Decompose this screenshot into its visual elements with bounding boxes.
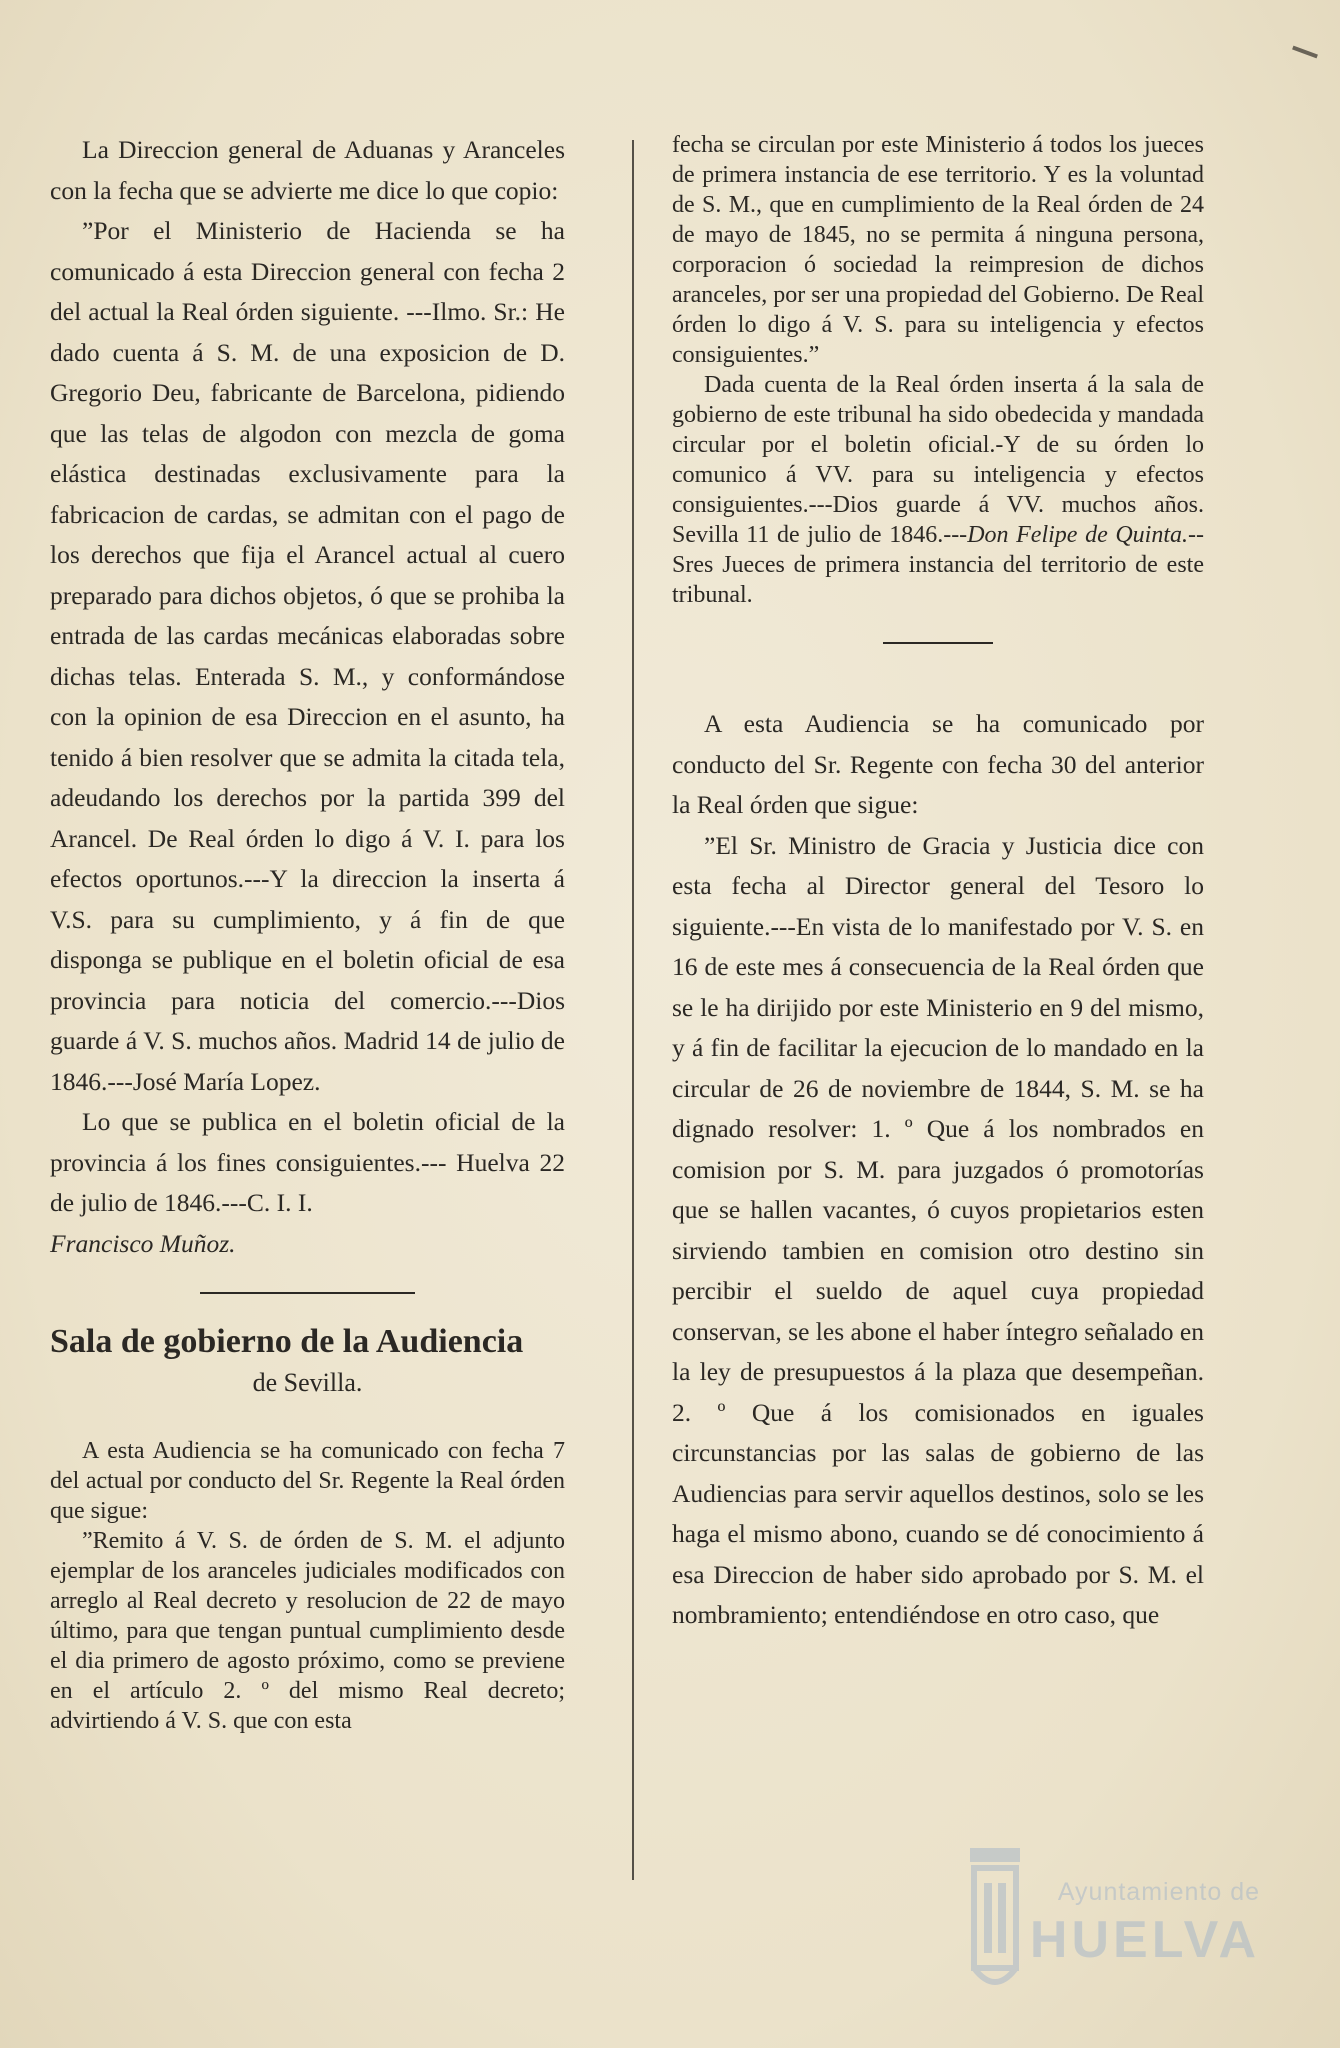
audiencia-intro: A esta Audiencia se ha comunicado con fecha 7 del actual por conducto del Sr. Regente la Real órden que sigue: [50,1438,565,1524]
continuation-text: fecha se circulan por este Ministerio á todos los jueces de primera instancia de ese territorio. Y es la voluntad de S. M., que en cumplimiento de la Real órden de 24 de mayo de 1845, no se permita á ninguna persona, corporacion ó sociedad la reimpresion de dichos aranceles, por ser una propiedad del Gobierno. De Real órden lo digo á V. S. para su inteligencia y efectos consiguientes.” [672,132,1204,368]
archive-watermark [940,1838,1260,2008]
remito-text: ”Remito á V. S. de órden de S. M. el adjunto ejemplar de los aranceles judiciales modificados con arreglo al Real decreto y resolucion de 22 de mayo último, para que tengan puntual cumplimiento desde el dia primero de agosto próximo, como se previene en el artículo 2. º del mismo Real decreto; advirtiendo á V. S. que con esta [50,1528,565,1734]
left-column [50,130,565,1736]
section-subheading: de Sevilla. [252,1368,363,1397]
watermark-line1: Ayuntamiento de [1057,1878,1260,1906]
column-separator [632,140,634,1880]
publish-text: Lo que se publica en el boletin oficial de la provincia á los fines consiguientes.--- Huelva 22 de julio de 1846.---C. I. I. [50,1107,565,1217]
section-divider [200,1292,415,1294]
short-divider [883,642,993,644]
publish-notice [50,1102,565,1264]
section-heading: Sala de gobierno de la Audiencia [50,1323,524,1360]
hacienda-quote: ”Por el Ministerio de Hacienda se ha comunicado á esta Direccion general con fecha 2 del actual la Real órden siguiente. ---Ilmo. Sr.: He dado cuenta á S. M. de una exposicion de D. Gregorio Deu, fabricante de Barcelona, pidiendo que las telas de algodon con mezcla de goma elástica destinadas exclusivamente para la fabricacion de cardas, se admitan con el pago de los derechos que fija el Arancel actual al cuero preparado para dichos objetos, ó que se prohiba la entrada de las cardas mecánicas elaboradas sobre dichas telas. Enterada S. M., y conformándose con la opinion de esa Direccion en el asunto, ha tenido á bien resolver que se admita la citada tela, adeudando los derechos por la partida 399 del Arancel. De Real órden lo digo á V. I. para los efectos oportunos.---Y la direccion la inserta á V.S. para su cumplimiento, y á fin de que disponga se publique en el boletin oficial de esa provincia para noticia del comercio.---Dios guarde á V. S. muchos años. Madrid 14 de julio de 1846.---José María Lopez. [50,216,565,1096]
signature-name: Francisco Muñoz. [50,1228,236,1258]
dada-cuenta-text [672,370,1204,610]
aduanas-intro: La Direccion general de Aduanas y Aranceles con la fecha que se advierte me dice lo que copio: [50,135,565,205]
watermark-line2: HUELVA [1029,1911,1260,1969]
right-column [672,130,1204,1636]
page-edge-mark [1292,46,1318,59]
dada-body: Dada cuenta de la Real órden inserta á la sala de gobierno de este tribunal ha sido obedecida y mandada circular por el boletin oficial.-Y de su órden lo comunico á VV. para su inteligencia y efectos consiguientes.---Dios guarde á VV. muchos años. Sevilla 11 de julio de 1846.--- [672,372,1204,548]
second-audiencia-intro: A esta Audiencia se ha comunicado por conducto del Sr. Regente con fecha 30 del anterior la Real órden que sigue: [672,709,1204,819]
crest-icon [960,1838,1030,1998]
gracia-justicia-quote: ”El Sr. Ministro de Gracia y Justicia dice con esta fecha al Director general del Tesoro lo siguiente.---En vista de lo manifestado por V. S. en 16 de este mes á consecuencia de la Real órden que se le ha dirijido por este Ministerio en 9 del mismo, y á fin de facilitar la ejecucion de lo mandado en la circular de 26 de noviembre de 1844, S. M. se ha dignado resolver: 1. º Que á los nombrados en comision por S. M. para juzgados ó promotorías que se hallen vacantes, ó cuyos propietarios esten sirviendo tambien en comision otro destino sin percibir el sueldo de aquel cuya propiedad conservan, se les abone el haber íntegro señalado en la ley de presupuestos á la plaza que desempeñan. 2. º Que á los comisionados en iguales circunstancias por las salas de gobierno de las Audiencias para servir aquellos destinos, solo se les haga el mismo abono, cuando se dé conocimiento á esa Direccion de haber sido aprobado por S. M. el nombramiento; entendiéndose en otro caso, que [672,830,1204,1629]
dada-signature: Don Felipe de Quinta. [967,522,1189,548]
dada-recipients: --Sres Jueces de primera instancia del territorio de este tribunal. [672,522,1204,608]
